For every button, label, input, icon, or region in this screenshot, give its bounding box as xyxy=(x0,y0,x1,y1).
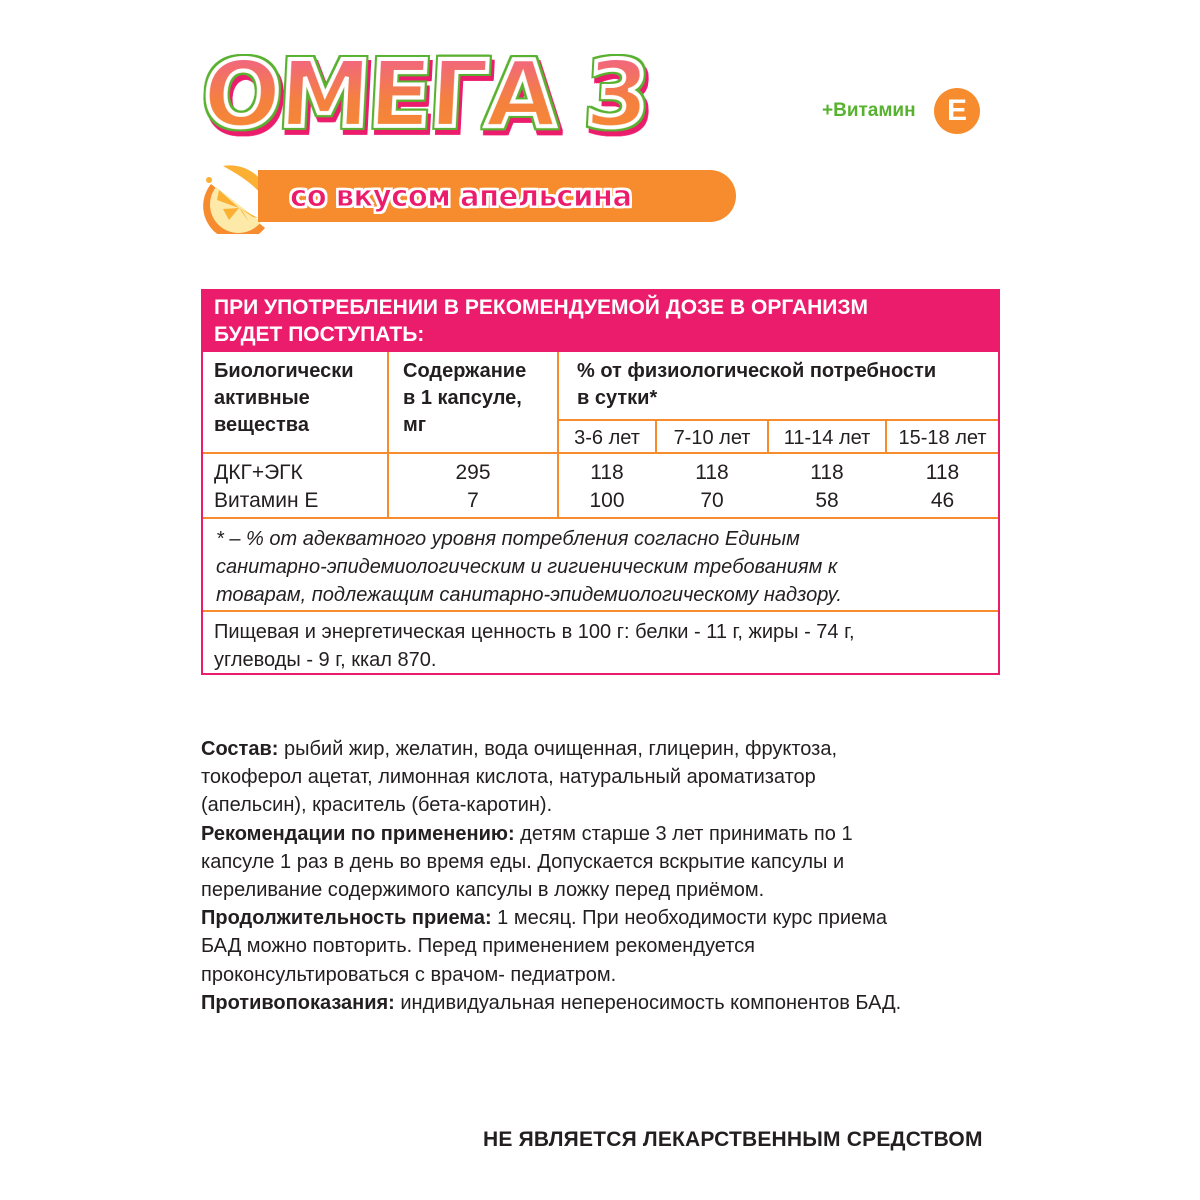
table-divider xyxy=(557,352,559,518)
not-medicine-disclaimer: НЕ ЯВЛЯЕТСЯ ЛЕКАРСТВЕННЫМ СРЕДСТВОМ xyxy=(483,1128,983,1151)
composition-line xyxy=(201,735,1021,763)
duration-line xyxy=(201,904,1021,932)
table-divider xyxy=(203,517,998,519)
table-divider xyxy=(885,420,887,454)
col-substance-header-line: активные xyxy=(214,387,310,409)
contraindications-label: Противопоказания: xyxy=(201,991,395,1014)
col-substance-header-line: вещества xyxy=(214,414,309,436)
percent-value: 70 xyxy=(700,489,724,512)
footnote-line: товарам, подлежащим санитарно-эпидемиологическому надзору. xyxy=(216,584,842,606)
table-divider xyxy=(767,420,769,454)
composition-text: рыбий жир, желатин, вода очищенная, глицерин, фруктоза, xyxy=(278,738,838,760)
col-content-header-line: мг xyxy=(403,414,427,436)
col-content-header-line: Содержание xyxy=(403,360,527,382)
composition-line: (апельсин), краситель (бета-каротин). xyxy=(201,794,553,817)
energy-value-line: Пищевая и энергетическая ценность в 100 г: белки - 11 г, жиры - 74 г, xyxy=(214,621,855,643)
age-group-label: 15-18 лет xyxy=(898,427,987,449)
energy-value-line: углеводы - 9 г, ккал 870. xyxy=(214,649,437,671)
usage-line xyxy=(201,820,1021,848)
col-content-header-line: в 1 капсуле, xyxy=(403,387,522,409)
table-header-banner xyxy=(203,291,998,352)
nutrition-table xyxy=(201,289,1000,675)
duration-line: БАД можно повторить. Перед применением рекомендуется xyxy=(201,935,756,958)
usage-label: Рекомендации по применению: xyxy=(201,822,515,845)
percent-value: 58 xyxy=(815,489,839,512)
flavor-text: со вкусом апельсина xyxy=(290,179,632,213)
percent-value: 100 xyxy=(589,489,625,512)
duration-label: Продолжительность приема: xyxy=(201,907,492,930)
content-value: 7 xyxy=(467,489,479,512)
substance-name: Витамин Е xyxy=(214,489,319,512)
percent-value: 118 xyxy=(925,461,960,484)
duration-text: 1 месяц. При необходимости курс приема xyxy=(491,907,888,930)
percent-value: 46 xyxy=(930,489,955,512)
product-title: ОМЕГА 3 xyxy=(200,41,651,148)
table-header-line: БУДЕТ ПОСТУПАТЬ: xyxy=(214,323,425,346)
table-divider xyxy=(655,420,657,454)
age-group-label: 11-14 лет xyxy=(783,427,871,449)
table-divider xyxy=(203,610,998,612)
table-divider xyxy=(203,452,998,454)
content-value: 295 xyxy=(455,461,491,484)
vitamin-e-badge: Е xyxy=(934,88,980,134)
contraindications-text: индивидуальная непереносимость компонентов БАД. xyxy=(394,991,902,1014)
usage-line: переливание содержимого капсулы в ложку перед приёмом. xyxy=(201,878,765,901)
col-percent-header-line: в сутки* xyxy=(577,387,658,409)
table-divider xyxy=(557,419,998,421)
duration-line: проконсультироваться с врачом- педиатром. xyxy=(201,963,617,986)
age-group-label: 7-10 лет xyxy=(673,427,751,449)
contraindications-line xyxy=(201,989,1021,1017)
composition-label: Состав: xyxy=(201,738,279,760)
usage-text: детям старше 3 лет принимать по 1 xyxy=(514,822,853,845)
percent-value: 118 xyxy=(590,461,624,484)
percent-value: 118 xyxy=(810,461,844,484)
table-header-line: ПРИ УПОТРЕБЛЕНИИ В РЕКОМЕНДУЕМОЙ ДОЗЕ В ОРГАНИЗМ xyxy=(214,296,869,319)
product-info xyxy=(201,735,1021,1017)
age-group-label: 3-6 лет xyxy=(574,427,640,449)
col-substance-header-line: Биологически xyxy=(214,360,354,382)
col-percent-header-line: % от физиологической потребности xyxy=(577,360,937,382)
substance-name: ДКГ+ЭГК xyxy=(214,461,303,484)
percent-value: 118 xyxy=(695,461,729,484)
table-divider xyxy=(387,352,389,518)
footnote-line: санитарно-эпидемиологическим и гигиеническим требованиям к xyxy=(216,556,838,578)
footnote-line: * – % от адекватного уровня потребления согласно Единым xyxy=(216,528,800,550)
composition-line: токоферол ацетат, лимонная кислота, натуральный ароматизатор xyxy=(201,766,816,789)
vitamin-label: +Витамин xyxy=(822,100,916,121)
usage-line: капсуле 1 раз в день во время еды. Допускается вскрытие капсулы и xyxy=(201,850,845,873)
